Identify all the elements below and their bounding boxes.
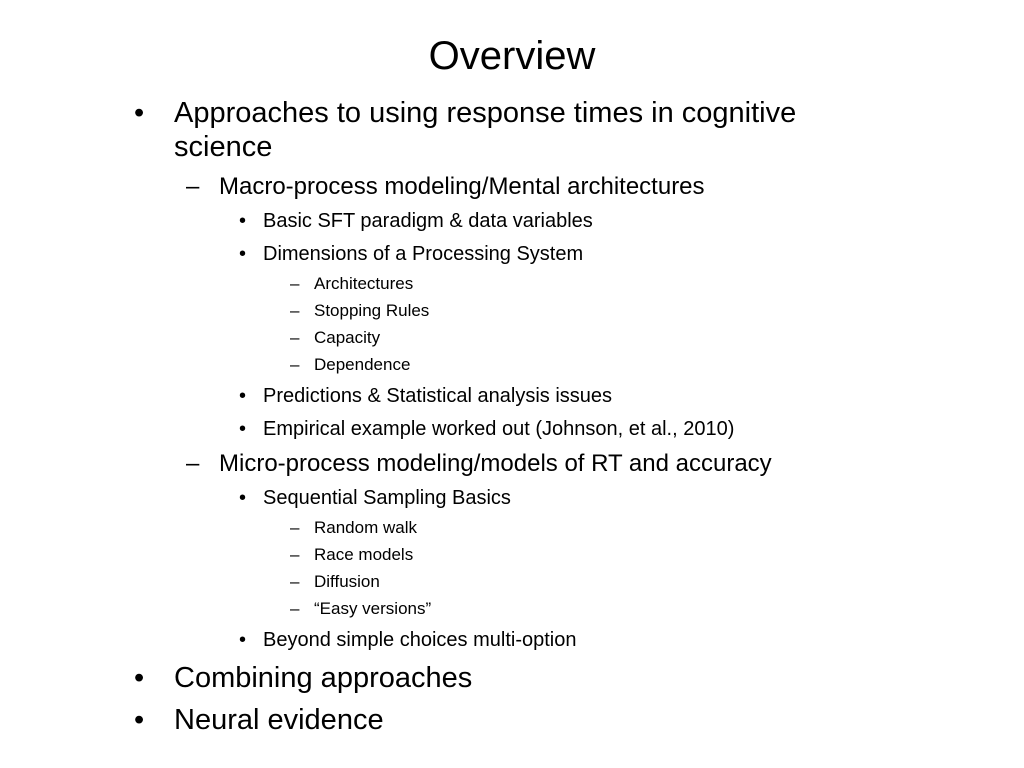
bullet-text: Combining approaches xyxy=(174,662,473,694)
dash-marker: – xyxy=(290,545,300,564)
bullet-marker: • xyxy=(239,385,247,407)
bullet-text: science xyxy=(174,131,273,163)
dash-marker: – xyxy=(290,274,300,293)
bullet-text: Micro-process modeling/models of RT and accuracy xyxy=(219,450,772,477)
dash-marker: – xyxy=(290,328,300,347)
bullet-text: Capacity xyxy=(314,328,381,347)
bullet-text: Architectures xyxy=(314,274,414,293)
dash-marker: – xyxy=(290,518,300,537)
slide-title: Overview xyxy=(428,34,596,78)
bullet-marker: • xyxy=(134,704,145,736)
bullet-text: Empirical example worked out (Johnson, et al., 2010) xyxy=(263,418,735,440)
bullet-text: Macro-process modeling/Mental architectures xyxy=(219,173,705,200)
bullet-marker: • xyxy=(134,97,145,129)
bullet-text: Race models xyxy=(314,545,414,564)
bullet-marker: • xyxy=(239,418,247,440)
bullet-marker: • xyxy=(239,210,247,232)
bullet-text: Approaches to using response times in cognitive xyxy=(174,97,797,129)
dash-marker: – xyxy=(186,173,200,200)
bullet-text: Dependence xyxy=(314,355,411,374)
bullet-marker: • xyxy=(134,662,145,694)
bullet-text: Beyond simple choices multi-option xyxy=(263,629,577,651)
bullet-text: Dimensions of a Processing System xyxy=(263,243,584,265)
bullet-text: Random walk xyxy=(314,518,417,537)
bullet-text: Predictions & Statistical analysis issues xyxy=(263,385,613,407)
bullet-text: Diffusion xyxy=(314,572,380,591)
bullet-text: Basic SFT paradigm & data variables xyxy=(263,210,593,232)
bullet-marker: • xyxy=(239,487,247,509)
dash-marker: – xyxy=(290,572,300,591)
dash-marker: – xyxy=(290,355,300,374)
dash-marker: – xyxy=(290,599,300,618)
bullet-text: Stopping Rules xyxy=(314,301,430,320)
bullet-marker: • xyxy=(239,243,247,265)
bullet-marker: • xyxy=(239,629,247,651)
bullet-text: Sequential Sampling Basics xyxy=(263,487,511,509)
dash-marker: – xyxy=(290,301,300,320)
dash-marker: – xyxy=(186,450,200,477)
bullet-text: “Easy versions” xyxy=(314,599,432,618)
bullet-text: Neural evidence xyxy=(174,704,384,736)
